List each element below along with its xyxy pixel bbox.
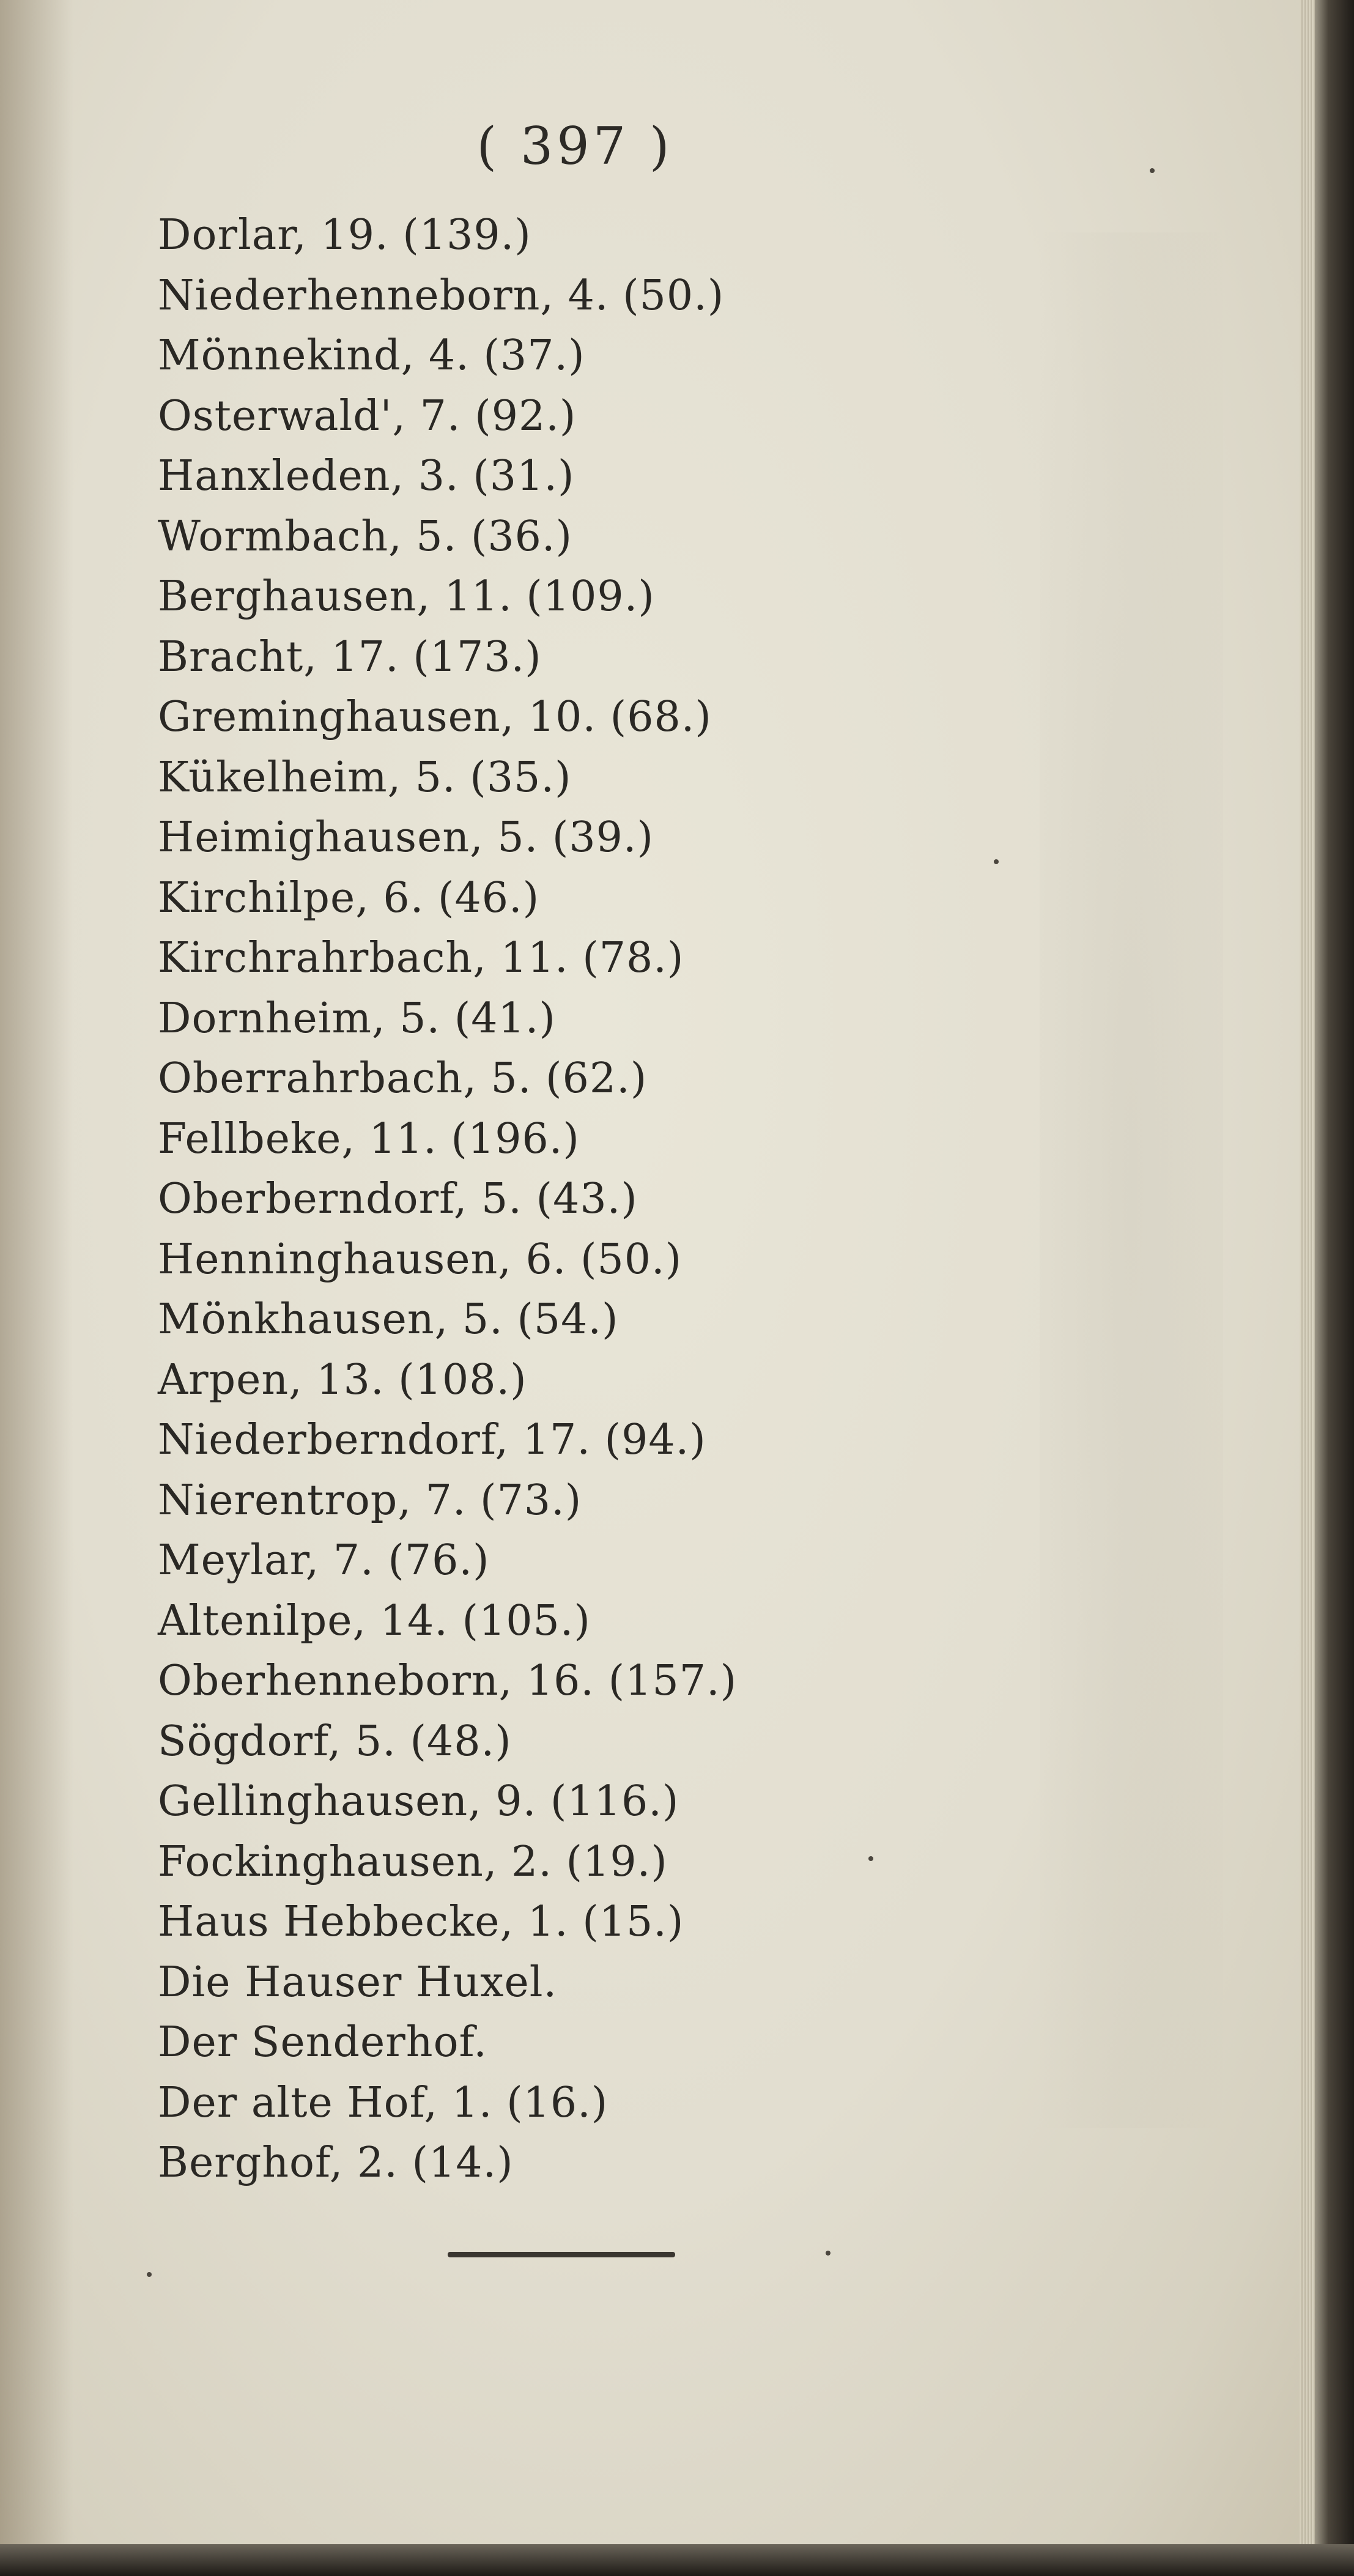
list-item: Oberhenneborn, 16. (157.) xyxy=(158,1657,738,1705)
list-item: Arpen, 13. (108.) xyxy=(158,1355,527,1404)
list-item: Die Hauser Huxel. xyxy=(158,1958,558,2007)
list-item: Kükelheim, 5. (35.) xyxy=(158,753,572,802)
list-item: Nierentrop, 7. (73.) xyxy=(158,1476,582,1525)
list-item: Mönkhausen, 5. (54.) xyxy=(158,1295,619,1344)
list-item: Haus Hebbecke, 1. (15.) xyxy=(158,1898,684,1946)
list-item: Oberrahrbach, 5. (62.) xyxy=(158,1054,648,1103)
list-item: Dorlar, 19. (139.) xyxy=(158,211,531,259)
list-item: Bracht, 17. (173.) xyxy=(158,632,542,681)
page-number: ( 397 ) xyxy=(476,116,673,176)
list-item: Wormbach, 5. (36.) xyxy=(158,512,573,561)
list-item: Kirchrahrbach, 11. (78.) xyxy=(158,934,684,982)
list-item: Mönnekind, 4. (37.) xyxy=(158,331,585,380)
list-item: Fockinghausen, 2. (19.) xyxy=(158,1837,668,1886)
gutter-shadow xyxy=(0,0,73,2544)
list-item: Altenilpe, 14. (105.) xyxy=(158,1596,591,1645)
list-item: Berghof, 2. (14.) xyxy=(158,2139,514,2187)
list-item: Dornheim, 5. (41.) xyxy=(158,994,556,1043)
page-stack-edge xyxy=(1300,0,1315,2544)
paper-speck xyxy=(868,1856,873,1861)
list-item: Osterwald', 7. (92.) xyxy=(158,391,577,440)
end-rule xyxy=(448,2252,675,2257)
list-item: Greminghausen, 10. (68.) xyxy=(158,693,712,741)
list-item: Hanxleden, 3. (31.) xyxy=(158,452,575,500)
list-item: Niederhenneborn, 4. (50.) xyxy=(158,271,725,320)
list-item: Gellinghausen, 9. (116.) xyxy=(158,1777,679,1826)
list-item: Berghausen, 11. (109.) xyxy=(158,572,655,621)
list-item: Henninghausen, 6. (50.) xyxy=(158,1235,683,1284)
list-item: Der Senderhof. xyxy=(158,2018,487,2067)
list-item: Oberberndorf, 5. (43.) xyxy=(158,1175,638,1223)
paper-speck xyxy=(994,859,999,864)
place-list xyxy=(158,205,1075,2194)
paper-speck xyxy=(147,2272,152,2277)
list-item: Kirchilpe, 6. (46.) xyxy=(158,873,540,922)
list-item: Niederberndorf, 17. (94.) xyxy=(158,1416,706,1464)
list-item: Fellbeke, 11. (196.) xyxy=(158,1114,580,1163)
paper-speck xyxy=(1150,168,1155,173)
paper-speck xyxy=(826,2251,831,2256)
list-item: Meylar, 7. (76.) xyxy=(158,1536,490,1585)
list-item: Sögdorf, 5. (48.) xyxy=(158,1717,512,1766)
bottom-edge-shadow xyxy=(0,2544,1354,2576)
book-edge-shadow xyxy=(1315,0,1354,2576)
list-item: Der alte Hof, 1. (16.) xyxy=(158,2078,609,2127)
list-item: Heimighausen, 5. (39.) xyxy=(158,813,654,862)
